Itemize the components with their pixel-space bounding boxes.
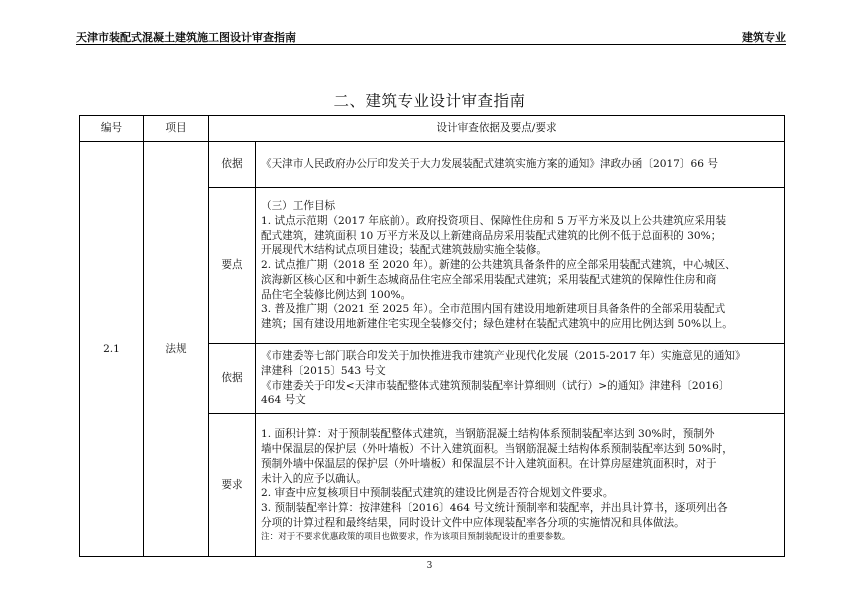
header-section: 建筑专业 bbox=[742, 31, 786, 44]
text-line: 464 号文 bbox=[261, 394, 306, 407]
col-header-content: 设计审查依据及要点/要求 bbox=[209, 116, 785, 142]
text-line: 3. 普及推广期（2021 至 2025 年）。全市范围内国有建设用地新建项目具备条件的全部采用装配式 bbox=[261, 303, 726, 316]
text-line: 未计入的应予以确认。 bbox=[261, 472, 367, 485]
table-row bbox=[80, 142, 785, 188]
page-number: 3 bbox=[426, 561, 433, 571]
row-label: 依据 bbox=[209, 142, 256, 188]
text-line: 分项的计算过程和最终结果，同时设计文件中应体现装配率各分项的实施情况和具体做法。 bbox=[261, 516, 685, 529]
text-line: 《市建委关于印发<天津市装配整体式建筑预制装配率计算细则（试行）>的通知》津建科〔2016〕 bbox=[261, 379, 730, 392]
text-line: 1. 试点示范期（2017 年底前）。政府投资项目、保障性住房和 5 万平方米及以上公共建筑应采用装 bbox=[261, 214, 727, 227]
text-line: 2. 审查中应复核项目中预制装配式建筑的建设比例是否符合规划文件要求。 bbox=[261, 487, 614, 500]
section-title: 二、建筑专业设计审查指南 bbox=[333, 92, 526, 110]
text-line: 3. 预制装配率计算：按津建科〔2016〕464 号文统计预制率和装配率，并出具计算书，逐项列出各 bbox=[261, 502, 728, 515]
row-content bbox=[256, 142, 785, 188]
row-content bbox=[256, 414, 785, 557]
review-table bbox=[79, 115, 785, 557]
text-line: 津建科〔2015〕543 号文 bbox=[261, 364, 386, 377]
row-label: 依据 bbox=[209, 344, 256, 414]
row-label: 要求 bbox=[209, 414, 256, 557]
row-label: 要点 bbox=[209, 188, 256, 344]
text-line: 1. 面积计算：对于预制装配整体式建筑，当钢筋混凝土结构体系预制装配率达到 30%时，预制外 bbox=[261, 428, 715, 441]
running-header bbox=[76, 30, 786, 45]
table-header-row bbox=[80, 116, 785, 142]
row-item: 法规 bbox=[144, 142, 209, 557]
text-line: 《天津市人民政府办公厅印发关于大力发展装配式建筑实施方案的通知》津政办函〔2017〕66 号 bbox=[261, 158, 718, 171]
table-note: 注：对于不要求优惠政策的项目也做要求，作为该项目预制装配设计的重要参数。 bbox=[261, 531, 571, 542]
text-line: 《市建委等七部门联合印发关于加快推进我市建筑产业现代化发展（2015-2017 年）实施意见的通知》 bbox=[261, 349, 746, 362]
row-content bbox=[256, 188, 785, 344]
text-line: 建筑；国有建设用地新建住宅实现全装修交付；绿色建材在装配式建筑中的应用比例达到 50%以上。 bbox=[261, 318, 733, 331]
col-header-id: 编号 bbox=[80, 116, 144, 142]
text-line: 墙中保温层的保护层（外叶墙板）不计入建筑面积。当钢筋混凝土结构体系预制装配率达到 50%时， bbox=[261, 443, 733, 455]
text-line: 滨海新区核心区和中新生态城商品住宅应全部采用装配式建筑；采用装配式建筑的保障性住房和商 bbox=[261, 273, 717, 286]
text-line: 预制外墙中保温层的保护层（外叶墙板）和保温层不计入建筑面积。在计算房屋建筑面积时，对于 bbox=[261, 457, 717, 470]
text-line: 配式建筑，建筑面积 10 万平方米及以上新建商品房采用装配式建筑的比例不低于总面积的 30%； bbox=[261, 229, 722, 242]
col-header-item: 项目 bbox=[144, 116, 209, 142]
row-content bbox=[256, 344, 785, 414]
header-title: 天津市装配式混凝土建筑施工图设计审查指南 bbox=[76, 31, 296, 44]
text-line: 开展现代木结构试点项目建设；装配式建筑鼓励实施全装修。 bbox=[261, 244, 548, 257]
text-line: 2. 试点推广期（2018 至 2020 年）。新建的公共建筑具备条件的应全部采用装配式建筑，中心城区、 bbox=[261, 259, 736, 272]
row-id: 2.1 bbox=[80, 142, 144, 557]
text-line: 品住宅全装修比例达到 100%。 bbox=[261, 288, 412, 301]
text-line: （三）工作目标 bbox=[261, 199, 336, 212]
